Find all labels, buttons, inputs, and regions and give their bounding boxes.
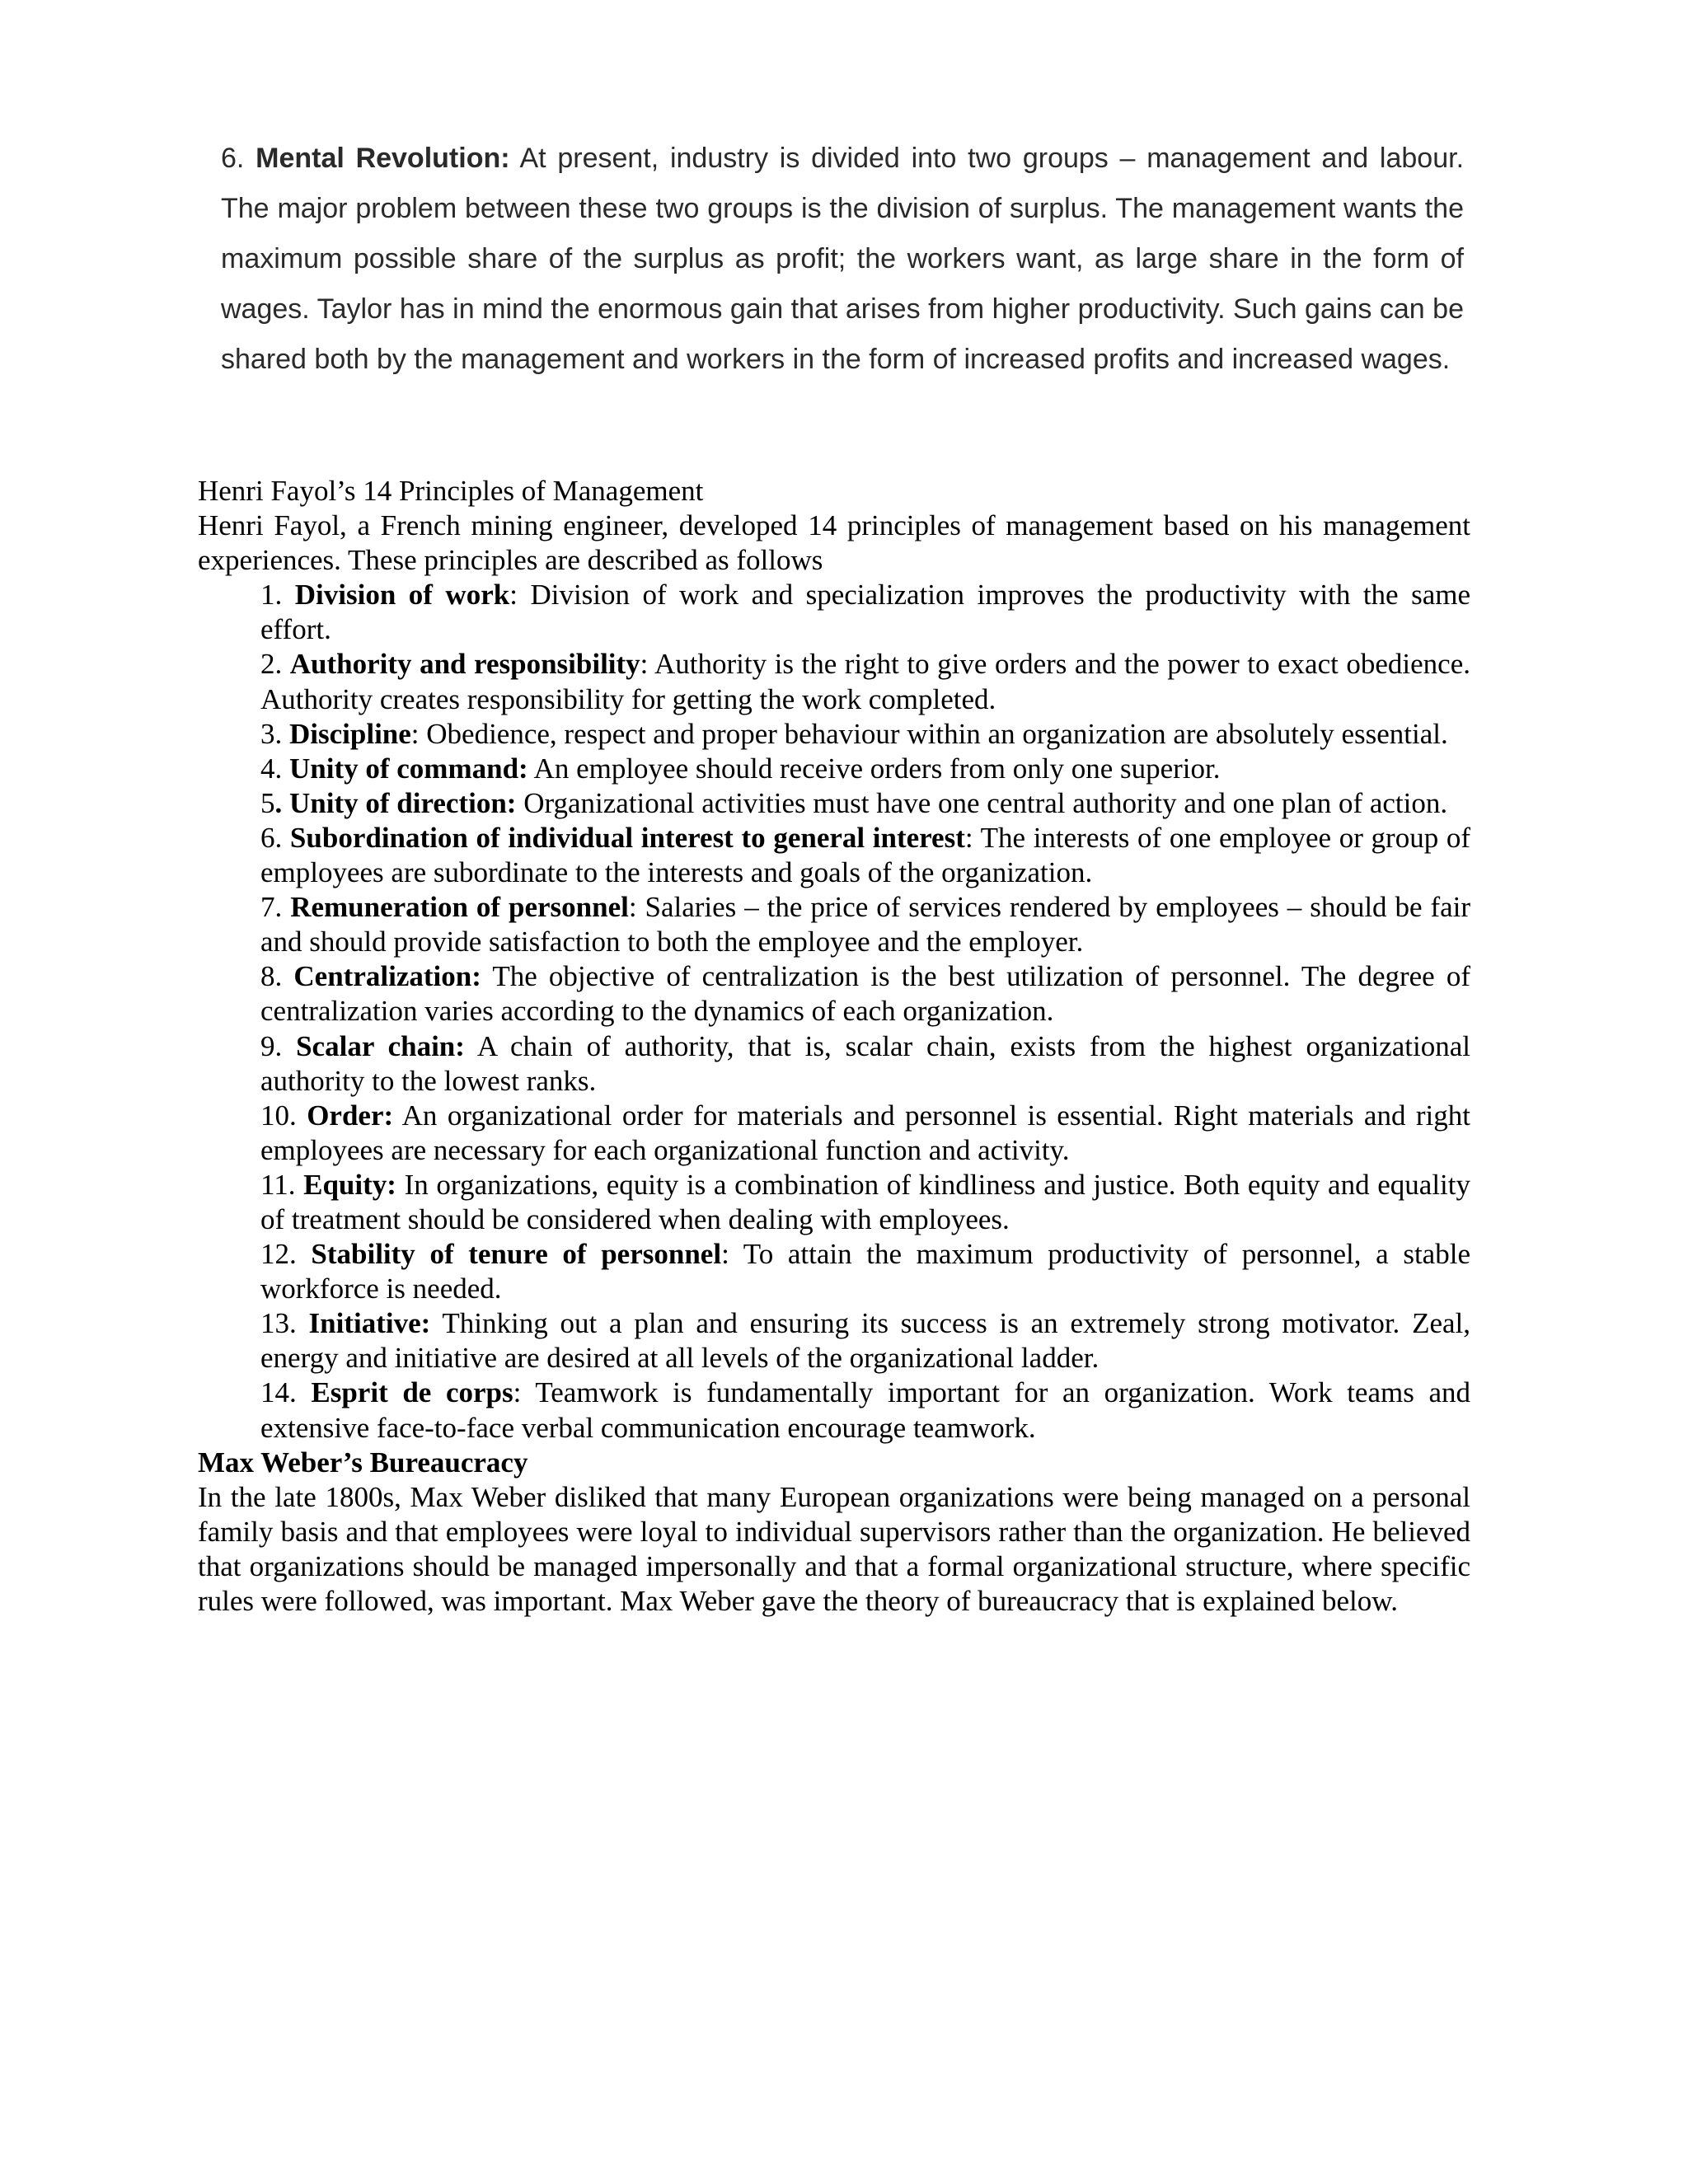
- principle-title: Subordination of individual interest to general interest: [289, 821, 965, 854]
- principle-text: : Authority is the right to give orders and the power to exact obedience. Authority creates responsibility for getting the work completed.: [260, 648, 1470, 715]
- principle-number: 12.: [260, 1238, 312, 1271]
- principle-number: 8.: [260, 960, 294, 993]
- fayol-heading: Henri Fayol’s 14 Principles of Management: [198, 475, 704, 507]
- principle-number: 13.: [260, 1307, 309, 1340]
- principle-title: Order:: [307, 1099, 394, 1132]
- principle-item: [260, 1099, 1470, 1168]
- principle-title: Centralization:: [293, 960, 481, 993]
- principle-text: : To attain the maximum productivity of personnel, a stable workforce is needed.: [260, 1238, 1470, 1305]
- principle-title: Scalar chain:: [296, 1029, 465, 1062]
- principle-item: [260, 1168, 1470, 1237]
- principle-title: Discipline: [289, 717, 411, 750]
- principle-number: 11.: [260, 1168, 304, 1201]
- principle-text: : Teamwork is fundamentally important for an organization. Work teams and extensive face-to-face verbal communication encourage teamwork.: [260, 1376, 1471, 1444]
- principle-title: Remuneration of personnel: [290, 891, 629, 924]
- principle-number: 4.: [260, 752, 289, 785]
- principle-text: : Salaries – the price of services rendered by employees – should be fair and should provide satisfaction to both the employee and the employer.: [260, 891, 1471, 958]
- principle-number: 9.: [260, 1029, 297, 1062]
- principle-title: Unity of command:: [289, 752, 528, 785]
- principle-number: 1.: [260, 579, 295, 612]
- principle-item: [260, 752, 1470, 786]
- fayol-intro: Henri Fayol, a French mining engineer, developed 14 principles of management based on his management experiences. These principles are described as follows: [198, 509, 1470, 577]
- main-text: [198, 474, 1470, 1619]
- principle-text: An organizational order for materials and personnel is essential. Right materials and right employees are necessary for each organizational function and activity.: [260, 1099, 1470, 1166]
- principle-text: The objective of centralization is the best utilization of personnel. The degree of centralization varies according to the dynamics of each organization.: [260, 960, 1471, 1028]
- principle-item: [260, 1237, 1470, 1306]
- principle-text: In organizations, equity is a combination of kindliness and justice. Both equity and equality of treatment should be considered when dealing with employees.: [260, 1168, 1471, 1235]
- principle-item: [260, 786, 1470, 821]
- principle-text: : Division of work and specialization improves the productivity with the same effort.: [260, 579, 1470, 646]
- principle-title: . Unity of direction:: [274, 786, 517, 819]
- principle-title: Stability of tenure of personnel: [311, 1238, 722, 1271]
- principle-text: An employee should receive orders from only one superior.: [528, 752, 1221, 785]
- principle-item: [260, 1376, 1470, 1445]
- taylor-point-number: 6.: [221, 143, 245, 174]
- principle-title: Initiative:: [308, 1307, 431, 1340]
- principle-title: Authority and responsibility: [289, 648, 640, 681]
- principle-number: 2.: [260, 648, 290, 681]
- principle-item: [260, 578, 1470, 647]
- taylor-point-text: At present, industry is divided into two groups – management and labour. The major problem between these two groups is the division of surplus. The management wants the maximum possible share of the surplus as profit; the workers want, as large share in the form of wages. Taylor has in mind the enormous gain that arises from higher productivity. Such gains can be shared both by the management and workers in the form of increased profits and increased wages.: [221, 143, 1465, 375]
- principle-number: 10.: [260, 1099, 307, 1132]
- principle-item: [260, 1029, 1470, 1099]
- principle-number: 3.: [260, 717, 289, 750]
- principle-text: A chain of authority, that is, scalar chain, exists from the highest organizational authority to the lowest ranks.: [260, 1029, 1470, 1097]
- principle-item: [260, 647, 1470, 716]
- principle-item: [260, 959, 1470, 1029]
- principle-number: 14.: [260, 1376, 312, 1409]
- principle-text: : The interests of one employee or group of employees are subordinate to the interests and goals of the organization.: [260, 821, 1471, 889]
- principle-text: Thinking out a plan and ensuring its success is an extremely strong motivator. Zeal, energy and initiative are desired at all levels of the organizational ladder.: [260, 1307, 1471, 1375]
- principle-item: [260, 1306, 1470, 1376]
- principle-title: Esprit de corps: [311, 1376, 513, 1409]
- principle-item: [260, 890, 1470, 959]
- principle-title: Equity:: [303, 1168, 396, 1201]
- weber-body: In the late 1800s, Max Weber disliked that many European organizations were being managed on a personal family basis and that employees were loyal to individual supervisors rather than the organization. He believed that organizations should be managed impersonally and that a formal organizational structure, where specific rules were followed, was important. Max Weber gave the theory of bureaucracy that is explained below.: [198, 1480, 1470, 1617]
- principle-item: [260, 821, 1470, 890]
- principle-item: [260, 717, 1470, 752]
- weber-heading: Max Weber’s Bureaucracy: [198, 1446, 528, 1479]
- principle-number: 7.: [260, 891, 291, 924]
- principle-number: 5: [260, 786, 275, 819]
- principle-text: : Obedience, respect and proper behaviour within an organization are absolutely essential.: [410, 717, 1448, 750]
- fayol-principles-list: [260, 578, 1470, 1445]
- principle-text: Organizational activities must have one central authority and one plan of action.: [516, 786, 1448, 819]
- taylor-point-title: Mental Revolution:: [256, 143, 510, 174]
- principle-title: Division of work: [294, 579, 510, 612]
- principle-number: 6.: [260, 821, 290, 854]
- taylor-mental-revolution-paragraph: [221, 134, 1464, 385]
